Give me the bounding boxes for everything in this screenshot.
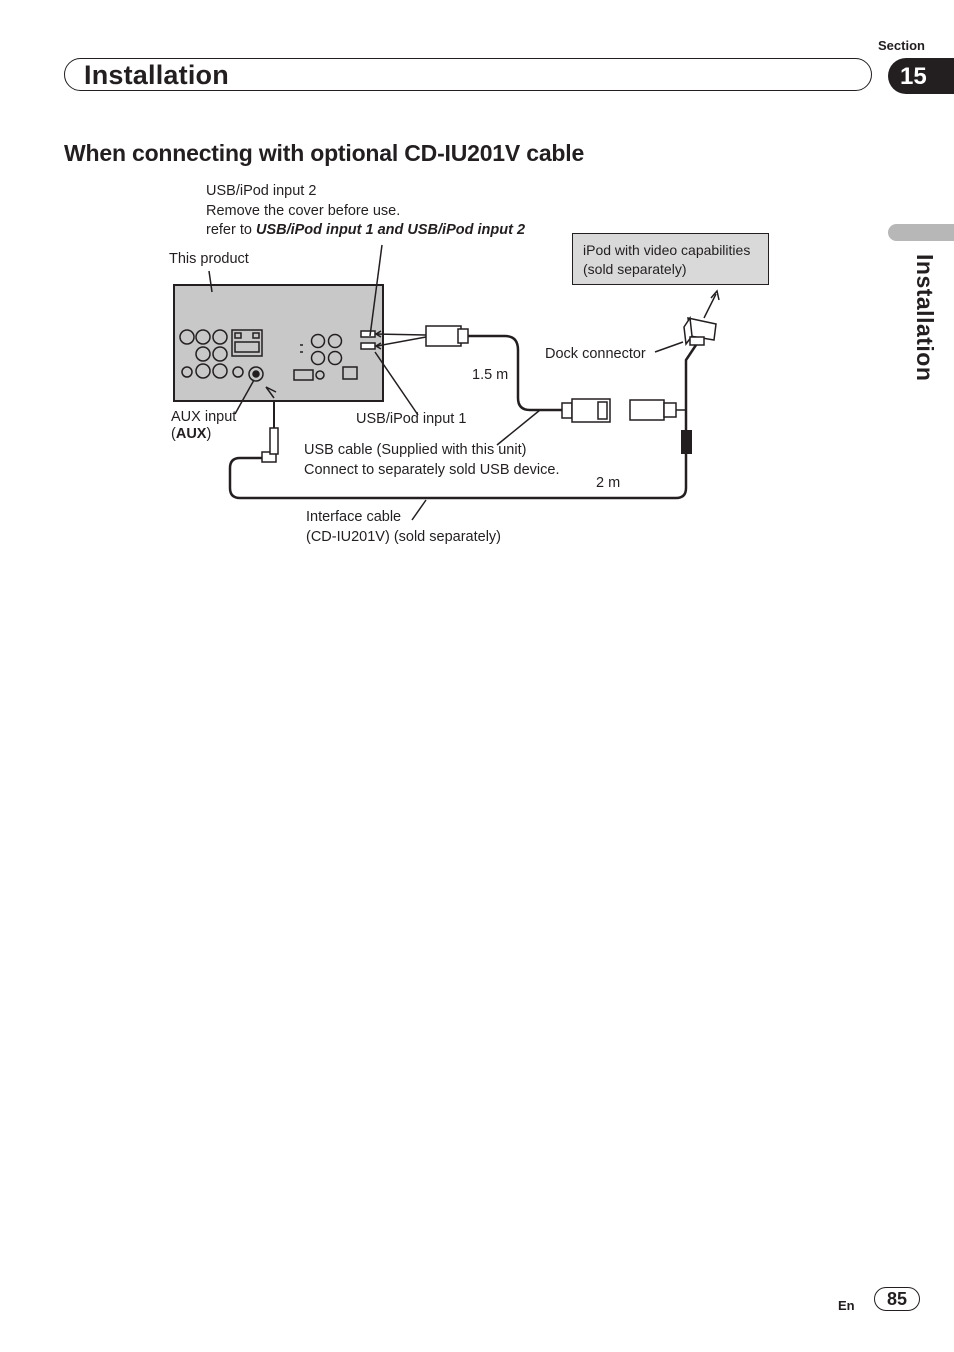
aux-plug bbox=[262, 400, 278, 462]
usb-port-1 bbox=[361, 343, 375, 349]
page-number: 85 bbox=[874, 1287, 920, 1311]
ipod-box bbox=[572, 233, 769, 285]
usb-cable-length: 1.5 m bbox=[472, 367, 509, 383]
side-tab-label: Installation bbox=[912, 254, 938, 382]
page-heading: When connecting with optional CD-IU201V cable bbox=[64, 140, 585, 166]
cable-ferrite bbox=[681, 430, 692, 454]
aux-input-code: (AUX) bbox=[171, 426, 212, 442]
usb-input2-title: USB/iPod input 2 bbox=[206, 183, 317, 199]
reference-prefix: refer to bbox=[206, 222, 256, 238]
dock-connector-label: Dock connector bbox=[545, 346, 646, 362]
section-label: Section bbox=[878, 38, 925, 53]
section-number-badge: 15 bbox=[888, 58, 954, 94]
usb-cable-note: Connect to separately sold USB device. bbox=[304, 462, 560, 478]
ipod-box-line1: iPod with video capabilities bbox=[583, 242, 751, 258]
this-product-label: This product bbox=[169, 251, 249, 267]
connection-diagram bbox=[0, 0, 954, 620]
usb-input1-label: USB/iPod input 1 bbox=[356, 411, 467, 427]
interface-cable-label: Interface cable bbox=[306, 509, 402, 525]
usb-input2-reference bbox=[206, 221, 525, 241]
aux-input-label: AUX input bbox=[171, 409, 237, 425]
ipod-box-line2: (sold separately) bbox=[583, 261, 687, 277]
usb-port-2 bbox=[361, 331, 375, 337]
interface-cable-length: 2 m bbox=[596, 475, 621, 491]
interface-cable-note: (CD-IU201V) (sold separately) bbox=[306, 529, 502, 545]
language-label: En bbox=[838, 1298, 855, 1313]
reference-link[interactable]: USB/iPod input 1 and USB/iPod input 2 bbox=[255, 222, 526, 238]
usb-input2-note: Remove the cover before use. bbox=[206, 203, 401, 219]
header-title: Installation bbox=[84, 60, 229, 90]
usb-cable-label: USB cable (Supplied with this unit) bbox=[304, 442, 527, 458]
dock-connector bbox=[684, 318, 716, 345]
interface-usb-plug bbox=[630, 400, 664, 420]
aux-code-bold: AUX bbox=[175, 426, 207, 442]
usb-plug bbox=[426, 326, 461, 346]
